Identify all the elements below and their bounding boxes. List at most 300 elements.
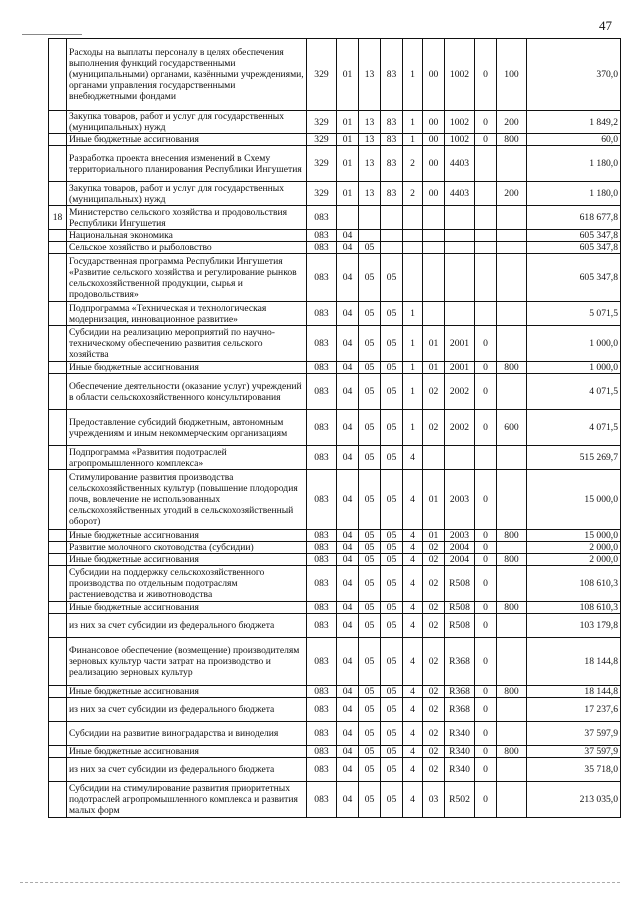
direction-code-cell: R508: [445, 566, 475, 602]
direction-code-cell: [445, 242, 475, 254]
table-row: [49, 206, 621, 230]
expense-type-cell: [497, 566, 527, 602]
item-name-cell: Развитие молочного скотоводства (субсидии): [67, 542, 307, 554]
ministry-code-cell: 083: [307, 698, 337, 722]
direction-code-cell: R508: [445, 602, 475, 614]
table-row: [49, 446, 621, 470]
row-index-cell: [49, 686, 67, 698]
subprogram-code-cell: 4: [403, 698, 423, 722]
activity-code-cell: [423, 302, 445, 326]
subsection-code-cell: 13: [359, 182, 381, 206]
amount-cell: 1 000,0: [527, 326, 621, 362]
item-name-cell: Иные бюджетные ассигнования: [67, 554, 307, 566]
subprogram-code-cell: [403, 254, 423, 302]
subprogram-code-cell: 4: [403, 746, 423, 758]
program-code-cell: 05: [381, 614, 403, 638]
subprogram-code-cell: 4: [403, 686, 423, 698]
subsection-code-cell: 05: [359, 410, 381, 446]
item-name-cell: Национальная экономика: [67, 230, 307, 242]
ministry-code-cell: 083: [307, 602, 337, 614]
activity-code-cell: [423, 254, 445, 302]
direction-code-cell: R368: [445, 698, 475, 722]
row-index-cell: [49, 374, 67, 410]
row-index-cell: [49, 39, 67, 111]
subsection-code-cell: 05: [359, 470, 381, 530]
program-code-cell: 05: [381, 302, 403, 326]
amount-cell: 17 237,6: [527, 698, 621, 722]
direction-code-cell: 4403: [445, 146, 475, 182]
extra-code-cell: 0: [475, 326, 497, 362]
item-name-cell: Иные бюджетные ассигнования: [67, 686, 307, 698]
activity-code-cell: 02: [423, 746, 445, 758]
direction-code-cell: 2004: [445, 542, 475, 554]
subsection-code-cell: 05: [359, 554, 381, 566]
subprogram-code-cell: 2: [403, 146, 423, 182]
direction-code-cell: [445, 446, 475, 470]
expense-type-cell: [497, 698, 527, 722]
ministry-code-cell: 083: [307, 362, 337, 374]
expense-type-cell: [497, 614, 527, 638]
extra-code-cell: 0: [475, 758, 497, 782]
subprogram-code-cell: [403, 242, 423, 254]
direction-code-cell: [445, 254, 475, 302]
table-row: [49, 566, 621, 602]
table-row: [49, 302, 621, 326]
activity-code-cell: 02: [423, 614, 445, 638]
expense-type-cell: [497, 374, 527, 410]
subprogram-code-cell: 4: [403, 542, 423, 554]
direction-code-cell: R368: [445, 686, 475, 698]
table-row: [49, 542, 621, 554]
row-index-cell: [49, 446, 67, 470]
subprogram-code-cell: 4: [403, 554, 423, 566]
ministry-code-cell: 083: [307, 254, 337, 302]
item-name-cell: Финансовое обеспечение (возмещение) производителям зерновых культур части затрат на производство и реализацию зерновых культур: [67, 638, 307, 686]
section-code-cell: 04: [337, 446, 359, 470]
program-code-cell: 05: [381, 686, 403, 698]
table-row: [49, 782, 621, 818]
amount-cell: 18 144,8: [527, 686, 621, 698]
ministry-code-cell: 329: [307, 111, 337, 134]
table-row: [49, 614, 621, 638]
item-name-cell: Иные бюджетные ассигнования: [67, 602, 307, 614]
section-code-cell: 04: [337, 614, 359, 638]
program-code-cell: 05: [381, 698, 403, 722]
section-code-cell: [337, 206, 359, 230]
program-code-cell: 05: [381, 566, 403, 602]
amount-cell: 108 610,3: [527, 602, 621, 614]
extra-code-cell: 0: [475, 542, 497, 554]
subprogram-code-cell: 4: [403, 758, 423, 782]
row-index-cell: [49, 566, 67, 602]
program-code-cell: 05: [381, 326, 403, 362]
amount-cell: 18 144,8: [527, 638, 621, 686]
ministry-code-cell: 083: [307, 746, 337, 758]
item-name-cell: Субсидии на развитие виноградарства и виноделия: [67, 722, 307, 746]
row-index-cell: [49, 782, 67, 818]
program-code-cell: 05: [381, 746, 403, 758]
activity-code-cell: 00: [423, 111, 445, 134]
ministry-code-cell: 329: [307, 182, 337, 206]
page-number: 47: [599, 18, 612, 33]
row-index-cell: [49, 230, 67, 242]
item-name-cell: Стимулирование развития производства сельскохозяйственных культур (повышение плодородия почв, вовлечение не использованных сельскохозяйственных угодий в сельскохозяйственный оборот): [67, 470, 307, 530]
expense-type-cell: 800: [497, 602, 527, 614]
activity-code-cell: 00: [423, 146, 445, 182]
subprogram-code-cell: 1: [403, 134, 423, 146]
section-code-cell: 04: [337, 230, 359, 242]
program-code-cell: [381, 230, 403, 242]
table-row: [49, 638, 621, 686]
table-row: [49, 530, 621, 542]
subprogram-code-cell: 1: [403, 39, 423, 111]
direction-code-cell: 2003: [445, 530, 475, 542]
program-code-cell: 05: [381, 374, 403, 410]
table-row: [49, 554, 621, 566]
activity-code-cell: 02: [423, 638, 445, 686]
subprogram-code-cell: [403, 230, 423, 242]
extra-code-cell: [475, 182, 497, 206]
subsection-code-cell: 05: [359, 686, 381, 698]
subsection-code-cell: 05: [359, 782, 381, 818]
subprogram-code-cell: 1: [403, 111, 423, 134]
direction-code-cell: [445, 230, 475, 242]
amount-cell: 605 347,8: [527, 230, 621, 242]
row-index-cell: [49, 470, 67, 530]
section-code-cell: 04: [337, 698, 359, 722]
table-row: [49, 470, 621, 530]
row-index-cell: [49, 602, 67, 614]
activity-code-cell: 01: [423, 362, 445, 374]
ministry-code-cell: 329: [307, 134, 337, 146]
section-code-cell: 04: [337, 686, 359, 698]
subsection-code-cell: 13: [359, 111, 381, 134]
section-code-cell: 04: [337, 554, 359, 566]
table-row: [49, 410, 621, 446]
item-name-cell: Иные бюджетные ассигнования: [67, 134, 307, 146]
amount-cell: 15 000,0: [527, 530, 621, 542]
section-code-cell: 01: [337, 39, 359, 111]
table-row: [49, 111, 621, 134]
ministry-code-cell: 083: [307, 206, 337, 230]
table-row: [49, 39, 621, 111]
table-row: [49, 146, 621, 182]
expense-type-cell: [497, 254, 527, 302]
direction-code-cell: R508: [445, 614, 475, 638]
ministry-code-cell: 083: [307, 722, 337, 746]
amount-cell: 605 347,8: [527, 254, 621, 302]
ministry-code-cell: 083: [307, 302, 337, 326]
direction-code-cell: [445, 206, 475, 230]
program-code-cell: 05: [381, 782, 403, 818]
activity-code-cell: [423, 242, 445, 254]
activity-code-cell: 00: [423, 39, 445, 111]
extra-code-cell: 0: [475, 134, 497, 146]
activity-code-cell: 00: [423, 134, 445, 146]
ministry-code-cell: 083: [307, 554, 337, 566]
section-code-cell: 04: [337, 758, 359, 782]
subprogram-code-cell: 1: [403, 302, 423, 326]
subprogram-code-cell: 4: [403, 470, 423, 530]
table-row: [49, 242, 621, 254]
item-name-cell: Закупка товаров, работ и услуг для государственных (муниципальных) нужд: [67, 182, 307, 206]
item-name-cell: Разработка проекта внесения изменений в Схему территориального планирования Республики Ингушетия: [67, 146, 307, 182]
subprogram-code-cell: 4: [403, 722, 423, 746]
table-row: [49, 374, 621, 410]
section-code-cell: 04: [337, 566, 359, 602]
extra-code-cell: 0: [475, 410, 497, 446]
table-row: [49, 602, 621, 614]
item-name-cell: из них за счет субсидии из федерального бюджета: [67, 614, 307, 638]
amount-cell: 103 179,8: [527, 614, 621, 638]
ministry-code-cell: 083: [307, 410, 337, 446]
expense-type-cell: [497, 326, 527, 362]
subsection-code-cell: 05: [359, 530, 381, 542]
section-code-cell: 01: [337, 134, 359, 146]
subprogram-code-cell: 4: [403, 782, 423, 818]
program-code-cell: 05: [381, 758, 403, 782]
extra-code-cell: 0: [475, 722, 497, 746]
direction-code-cell: R340: [445, 758, 475, 782]
program-code-cell: 05: [381, 446, 403, 470]
section-code-cell: 04: [337, 302, 359, 326]
section-code-cell: 04: [337, 722, 359, 746]
table-row: [49, 698, 621, 722]
section-code-cell: 04: [337, 638, 359, 686]
section-code-cell: 04: [337, 746, 359, 758]
section-code-cell: 04: [337, 530, 359, 542]
ministry-code-cell: 083: [307, 374, 337, 410]
direction-code-cell: [445, 302, 475, 326]
subsection-code-cell: 05: [359, 638, 381, 686]
amount-cell: 5 071,5: [527, 302, 621, 326]
table-row: [49, 722, 621, 746]
bottom-rule: [20, 882, 620, 883]
item-name-cell: Подпрограмма «Техническая и технологическая модернизация, инновационное развитие»: [67, 302, 307, 326]
row-index-cell: [49, 614, 67, 638]
budget-table-body: [49, 39, 621, 818]
item-name-cell: Подпрограмма «Развития подотраслей агропромышленного комплекса»: [67, 446, 307, 470]
activity-code-cell: 02: [423, 542, 445, 554]
row-index-cell: [49, 146, 67, 182]
amount-cell: 2 000,0: [527, 542, 621, 554]
amount-cell: 1 180,0: [527, 146, 621, 182]
extra-code-cell: 0: [475, 566, 497, 602]
amount-cell: 213 035,0: [527, 782, 621, 818]
direction-code-cell: 2003: [445, 470, 475, 530]
table-row: [49, 758, 621, 782]
expense-type-cell: 200: [497, 111, 527, 134]
expense-type-cell: [497, 242, 527, 254]
expense-type-cell: 800: [497, 134, 527, 146]
amount-cell: 605 347,8: [527, 242, 621, 254]
amount-cell: 1 180,0: [527, 182, 621, 206]
program-code-cell: 83: [381, 39, 403, 111]
subsection-code-cell: 05: [359, 758, 381, 782]
item-name-cell: Субсидии на стимулирование развития приоритетных подотраслей агропромышленного комплекса и развития малых форм: [67, 782, 307, 818]
amount-cell: 37 597,9: [527, 722, 621, 746]
activity-code-cell: [423, 206, 445, 230]
activity-code-cell: 01: [423, 530, 445, 542]
program-code-cell: 05: [381, 722, 403, 746]
program-code-cell: 83: [381, 146, 403, 182]
activity-code-cell: 02: [423, 374, 445, 410]
expense-type-cell: [497, 206, 527, 230]
ministry-code-cell: 083: [307, 566, 337, 602]
section-code-cell: 01: [337, 182, 359, 206]
table-row: [49, 362, 621, 374]
subprogram-code-cell: 1: [403, 326, 423, 362]
expense-type-cell: 800: [497, 530, 527, 542]
subsection-code-cell: 05: [359, 542, 381, 554]
direction-code-cell: 1002: [445, 39, 475, 111]
program-code-cell: [381, 242, 403, 254]
program-code-cell: 05: [381, 638, 403, 686]
program-code-cell: [381, 206, 403, 230]
ministry-code-cell: 329: [307, 39, 337, 111]
extra-code-cell: 0: [475, 602, 497, 614]
subprogram-code-cell: 1: [403, 362, 423, 374]
direction-code-cell: 4403: [445, 182, 475, 206]
activity-code-cell: 03: [423, 782, 445, 818]
row-index-cell: [49, 530, 67, 542]
subsection-code-cell: 05: [359, 722, 381, 746]
subprogram-code-cell: 4: [403, 530, 423, 542]
activity-code-cell: 01: [423, 470, 445, 530]
subsection-code-cell: 13: [359, 134, 381, 146]
budget-table: [48, 38, 621, 818]
subprogram-code-cell: 1: [403, 374, 423, 410]
table-row: [49, 182, 621, 206]
direction-code-cell: 2001: [445, 326, 475, 362]
table-row: [49, 134, 621, 146]
item-name-cell: Закупка товаров, работ и услуг для государственных (муниципальных) нужд: [67, 111, 307, 134]
extra-code-cell: [475, 254, 497, 302]
row-index-cell: [49, 758, 67, 782]
expense-type-cell: [497, 782, 527, 818]
subsection-code-cell: 05: [359, 254, 381, 302]
row-index-cell: [49, 746, 67, 758]
activity-code-cell: 02: [423, 686, 445, 698]
section-code-cell: 04: [337, 542, 359, 554]
extra-code-cell: 0: [475, 698, 497, 722]
item-name-cell: Расходы на выплаты персоналу в целях обеспечения выполнения функций государственными (муниципальными) органами, казёнными учреждениями, органами управления государственными внебюджетными фондами: [67, 39, 307, 111]
direction-code-cell: R340: [445, 746, 475, 758]
extra-code-cell: [475, 302, 497, 326]
section-code-cell: 04: [337, 242, 359, 254]
section-code-cell: 04: [337, 254, 359, 302]
subprogram-code-cell: 4: [403, 602, 423, 614]
activity-code-cell: 02: [423, 602, 445, 614]
extra-code-cell: [475, 206, 497, 230]
activity-code-cell: [423, 230, 445, 242]
item-name-cell: из них за счет субсидии из федерального бюджета: [67, 758, 307, 782]
direction-code-cell: 2001: [445, 362, 475, 374]
subsection-code-cell: [359, 230, 381, 242]
expense-type-cell: [497, 758, 527, 782]
subprogram-code-cell: 4: [403, 566, 423, 602]
expense-type-cell: 800: [497, 746, 527, 758]
item-name-cell: Субсидии на реализацию мероприятий по научно-техническому обеспечению развития сельского хозяйства: [67, 326, 307, 362]
activity-code-cell: [423, 446, 445, 470]
row-index-cell: [49, 722, 67, 746]
section-code-cell: 04: [337, 602, 359, 614]
row-index-cell: [49, 554, 67, 566]
direction-code-cell: R502: [445, 782, 475, 818]
subprogram-code-cell: 4: [403, 614, 423, 638]
activity-code-cell: 02: [423, 554, 445, 566]
section-code-cell: 04: [337, 362, 359, 374]
expense-type-cell: 800: [497, 362, 527, 374]
row-index-cell: [49, 302, 67, 326]
row-index-cell: [49, 542, 67, 554]
extra-code-cell: 0: [475, 39, 497, 111]
extra-code-cell: 0: [475, 686, 497, 698]
extra-code-cell: 0: [475, 470, 497, 530]
subprogram-code-cell: [403, 206, 423, 230]
ministry-code-cell: 083: [307, 638, 337, 686]
subprogram-code-cell: 1: [403, 410, 423, 446]
expense-type-cell: [497, 146, 527, 182]
expense-type-cell: [497, 446, 527, 470]
extra-code-cell: 0: [475, 554, 497, 566]
expense-type-cell: 100: [497, 39, 527, 111]
expense-type-cell: 600: [497, 410, 527, 446]
amount-cell: 2 000,0: [527, 554, 621, 566]
extra-code-cell: 0: [475, 746, 497, 758]
subsection-code-cell: 13: [359, 146, 381, 182]
ministry-code-cell: 083: [307, 758, 337, 782]
subprogram-code-cell: 2: [403, 182, 423, 206]
expense-type-cell: [497, 638, 527, 686]
ministry-code-cell: 083: [307, 242, 337, 254]
activity-code-cell: 02: [423, 722, 445, 746]
row-index-cell: [49, 326, 67, 362]
ministry-code-cell: 083: [307, 470, 337, 530]
subsection-code-cell: 05: [359, 602, 381, 614]
item-name-cell: Предоставление субсидий бюджетным, автономным учреждениям и иным некоммерческим организациям: [67, 410, 307, 446]
ministry-code-cell: 083: [307, 446, 337, 470]
activity-code-cell: 02: [423, 698, 445, 722]
direction-code-cell: 2002: [445, 410, 475, 446]
section-code-cell: 04: [337, 782, 359, 818]
item-name-cell: из них за счет субсидии из федерального бюджета: [67, 698, 307, 722]
section-code-cell: 01: [337, 146, 359, 182]
row-index-cell: [49, 111, 67, 134]
extra-code-cell: 0: [475, 111, 497, 134]
item-name-cell: Государственная программа Республики Ингушетия «Развитие сельского хозяйства и регулирование рынков сельскохозяйственной продукции, сырья и продовольствия»: [67, 254, 307, 302]
subsection-code-cell: 05: [359, 746, 381, 758]
activity-code-cell: 02: [423, 410, 445, 446]
section-code-cell: 01: [337, 111, 359, 134]
row-index-cell: [49, 362, 67, 374]
expense-type-cell: [497, 542, 527, 554]
subsection-code-cell: 05: [359, 566, 381, 602]
amount-cell: 4 071,5: [527, 410, 621, 446]
ministry-code-cell: 083: [307, 686, 337, 698]
amount-cell: 618 677,8: [527, 206, 621, 230]
program-code-cell: 05: [381, 554, 403, 566]
direction-code-cell: R368: [445, 638, 475, 686]
table-row: [49, 254, 621, 302]
program-code-cell: 05: [381, 542, 403, 554]
amount-cell: 1 849,2: [527, 111, 621, 134]
expense-type-cell: [497, 470, 527, 530]
program-code-cell: 83: [381, 134, 403, 146]
ministry-code-cell: 083: [307, 530, 337, 542]
row-index-cell: [49, 698, 67, 722]
amount-cell: 15 000,0: [527, 470, 621, 530]
